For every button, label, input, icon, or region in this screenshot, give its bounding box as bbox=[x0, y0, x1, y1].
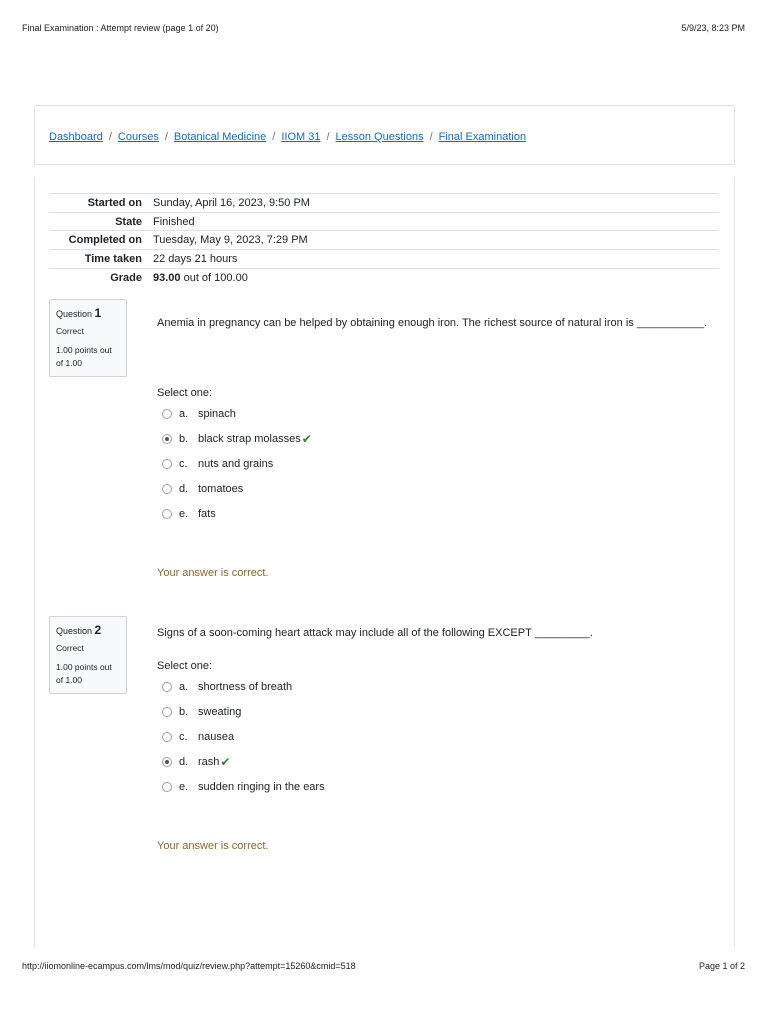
option-label: shortness of breath bbox=[198, 680, 293, 693]
breadcrumb-courses[interactable]: Courses bbox=[117, 131, 159, 143]
grade-total: out of 100.00 bbox=[180, 272, 248, 285]
breadcrumb-dashboard[interactable]: Dashboard bbox=[49, 131, 103, 143]
option-letter: c. bbox=[179, 730, 188, 743]
option-letter: d. bbox=[179, 755, 189, 768]
option-label: spinach bbox=[198, 407, 236, 420]
summary-row-state bbox=[49, 213, 719, 232]
answer-feedback-1: Your answer is correct. bbox=[157, 567, 269, 579]
option-label: black strap molasses bbox=[198, 432, 301, 445]
grade-score: 93.00 bbox=[153, 272, 181, 285]
summary-value: Finished bbox=[153, 215, 195, 228]
breadcrumb-separator: / bbox=[272, 131, 276, 143]
summary-row-completed bbox=[49, 231, 719, 250]
breadcrumb-separator: / bbox=[326, 131, 330, 143]
attempt-summary-table bbox=[49, 193, 719, 287]
option-label: tomatoes bbox=[198, 482, 244, 495]
breadcrumb-lesson-questions[interactable]: Lesson Questions bbox=[335, 131, 424, 143]
answer-options-2 bbox=[162, 674, 325, 799]
summary-label: Grade bbox=[110, 272, 142, 285]
option-letter: a. bbox=[179, 680, 189, 693]
option-label: nausea bbox=[198, 730, 235, 743]
print-header bbox=[22, 23, 745, 33]
print-page-number: Page 1 of 2 bbox=[698, 961, 745, 971]
option-letter: b. bbox=[179, 432, 189, 445]
correct-check-icon: ✔ bbox=[301, 431, 312, 446]
summary-label: Started on bbox=[87, 196, 142, 209]
question-text-1: Anemia in pregnancy can be helped by obtaining enough iron. The richest source of natural iron is ___________. bbox=[157, 317, 708, 329]
radio-button[interactable] bbox=[162, 484, 172, 494]
question-number: Question 2 bbox=[56, 623, 102, 637]
breadcrumb-final-examination[interactable]: Final Examination bbox=[438, 131, 527, 143]
summary-label: State bbox=[115, 215, 142, 228]
breadcrumb bbox=[49, 131, 526, 143]
correct-check-icon: ✔ bbox=[220, 754, 231, 769]
option-letter: c. bbox=[179, 457, 188, 470]
option-letter: e. bbox=[179, 780, 189, 793]
option-label: rash bbox=[198, 755, 220, 768]
question-number: Question 1 bbox=[56, 306, 102, 320]
breadcrumb-separator: / bbox=[108, 131, 112, 143]
print-url: http://iiomonline-ecampus.com/lms/mod/quiz/review.php?attempt=15260&cmid=518 bbox=[22, 961, 356, 971]
summary-value: Sunday, April 16, 2023, 9:50 PM bbox=[153, 196, 310, 209]
answer-option[interactable] bbox=[162, 501, 312, 526]
answer-option[interactable] bbox=[162, 724, 325, 749]
radio-button[interactable] bbox=[162, 682, 172, 692]
summary-label: Time taken bbox=[84, 252, 142, 265]
breadcrumb-iiom-31[interactable]: IIOM 31 bbox=[281, 131, 321, 143]
select-one-prompt: Select one: bbox=[157, 387, 213, 399]
print-title: Final Examination : Attempt review (page 1 of 20) bbox=[22, 23, 219, 33]
answer-option[interactable] bbox=[162, 774, 325, 799]
select-one-prompt: Select one: bbox=[157, 660, 213, 672]
answer-option[interactable] bbox=[162, 476, 312, 501]
main-content bbox=[34, 177, 735, 947]
answer-option[interactable] bbox=[162, 426, 312, 451]
question-grade: 1.00 points out of 1.00 bbox=[56, 344, 112, 368]
option-letter: e. bbox=[179, 507, 189, 520]
answer-options-1 bbox=[162, 401, 312, 526]
summary-label: Completed on bbox=[68, 234, 142, 247]
answer-feedback-2: Your answer is correct. bbox=[157, 840, 269, 852]
summary-value: Tuesday, May 9, 2023, 7:29 PM bbox=[153, 234, 308, 247]
option-label: nuts and grains bbox=[198, 457, 274, 470]
answer-option[interactable] bbox=[162, 451, 312, 476]
question-state: Correct bbox=[56, 643, 84, 654]
summary-row-time bbox=[49, 250, 719, 269]
option-letter: a. bbox=[179, 407, 189, 420]
answer-option[interactable] bbox=[162, 674, 325, 699]
option-letter: d. bbox=[179, 482, 189, 495]
question-text-2: Signs of a soon-coming heart attack may include all of the following EXCEPT _________. bbox=[157, 627, 593, 639]
radio-button[interactable] bbox=[162, 509, 172, 519]
summary-value: 22 days 21 hours bbox=[153, 252, 238, 265]
breadcrumb-separator: / bbox=[429, 131, 433, 143]
question-info-1 bbox=[49, 299, 127, 377]
radio-button[interactable] bbox=[162, 707, 172, 717]
radio-button[interactable] bbox=[162, 732, 172, 742]
option-label: sudden ringing in the ears bbox=[198, 780, 325, 793]
radio-button[interactable] bbox=[162, 782, 172, 792]
radio-button[interactable] bbox=[162, 459, 172, 469]
question-state: Correct bbox=[56, 326, 84, 337]
radio-button-selected[interactable] bbox=[162, 434, 172, 444]
breadcrumb-separator: / bbox=[164, 131, 168, 143]
question-grade: 1.00 points out of 1.00 bbox=[56, 661, 112, 685]
radio-button[interactable] bbox=[162, 409, 172, 419]
summary-row-started bbox=[49, 194, 719, 213]
answer-option[interactable] bbox=[162, 749, 325, 774]
answer-option[interactable] bbox=[162, 699, 325, 724]
print-footer bbox=[22, 961, 745, 971]
option-letter: b. bbox=[179, 705, 189, 718]
answer-option[interactable] bbox=[162, 401, 312, 426]
option-label: sweating bbox=[198, 705, 242, 718]
summary-row-grade bbox=[49, 269, 719, 288]
print-datetime: 5/9/23, 8:23 PM bbox=[681, 23, 745, 33]
radio-button-selected[interactable] bbox=[162, 757, 172, 767]
question-info-2 bbox=[49, 616, 127, 694]
breadcrumb-botanical-medicine[interactable]: Botanical Medicine bbox=[173, 131, 267, 143]
summary-value bbox=[153, 272, 248, 284]
option-label: fats bbox=[198, 507, 216, 520]
